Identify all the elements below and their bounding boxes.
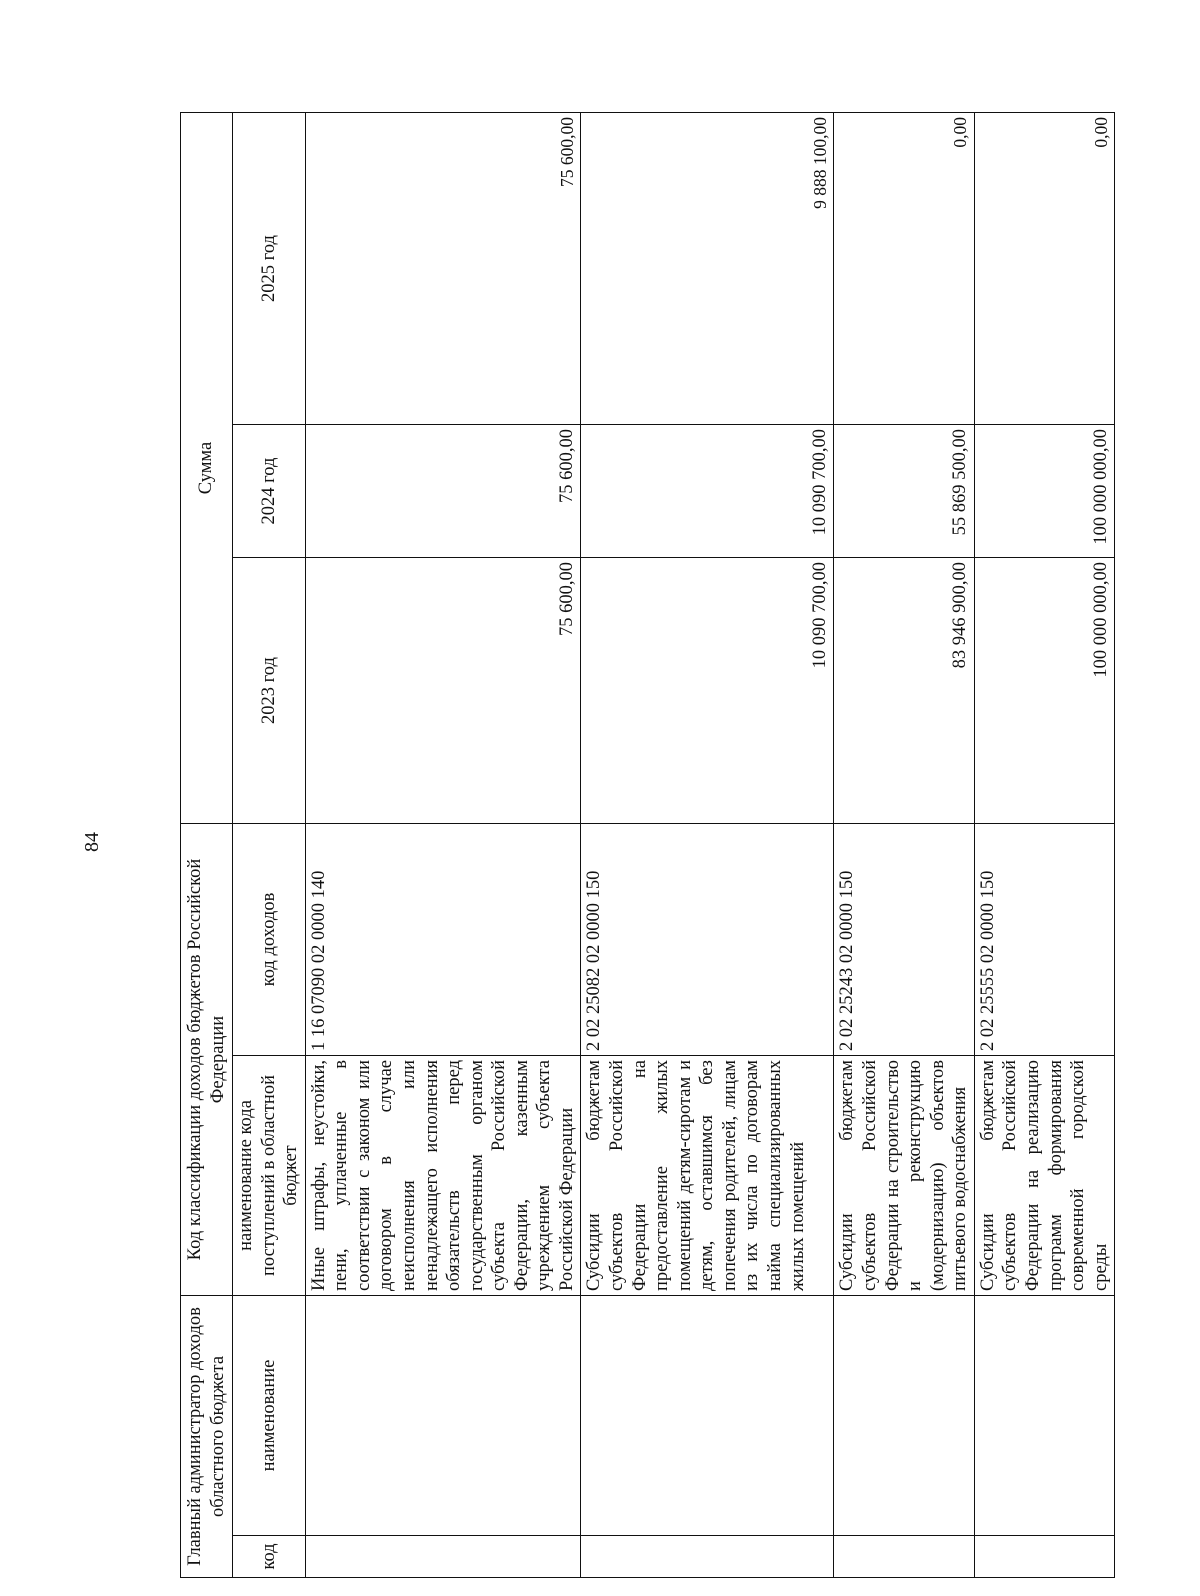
header-admin-group: Главный администратор доходов областного бюджета (181, 1296, 233, 1578)
header-year-2024: 2024 год (233, 425, 306, 558)
page-number: 84 (81, 832, 103, 852)
sum-2025-cell: 0,00 (834, 112, 974, 424)
sum-2025-cell: 9 888 100,00 (581, 112, 834, 424)
table-row (581, 112, 834, 1577)
table-row (305, 112, 581, 1577)
income-code-cell: 2 02 25555 02 0000 150 (974, 824, 1114, 1056)
header-admin-name: наименование (233, 1296, 306, 1536)
admin-name-cell (974, 1296, 1114, 1536)
sum-2024-cell: 10 090 700,00 (581, 425, 834, 558)
sum-2023-cell: 10 090 700,00 (581, 558, 834, 824)
header-classification-group: Код классификации доходов бюджетов Российской Федерации (181, 824, 233, 1296)
sum-2023-cell: 100 000 000,00 (974, 558, 1114, 824)
table-row (834, 112, 974, 1577)
sum-2023-cell: 75 600,00 (305, 558, 581, 824)
table-row (974, 112, 1114, 1577)
income-code-cell: 1 16 07090 02 0000 140 (305, 824, 581, 1056)
income-name-cell: Субсидии бюджетам субъектов Российской Федерации на реализацию программ формирования современной городской среды (974, 1056, 1114, 1296)
admin-code-cell (834, 1536, 974, 1578)
header-sum-group: Сумма (181, 112, 233, 823)
income-code-cell: 2 02 25243 02 0000 150 (834, 824, 974, 1056)
sum-2024-cell: 75 600,00 (305, 425, 581, 558)
sum-2024-cell: 55 869 500,00 (834, 425, 974, 558)
admin-code-cell (305, 1536, 581, 1578)
header-year-2023: 2023 год (233, 558, 306, 824)
income-name-cell: Иные штрафы, неустойки, пени, уплаченные в соответствии с законом или договором в случае неисполнения или ненадлежащего исполнения обязательств перед государственным органом субъекта Российской Федерации, казенным учреждением субъекта Российской Федерации (305, 1056, 581, 1296)
income-table (180, 112, 1115, 1578)
income-name-cell: Субсидии бюджетам субъектов Российской Федерации на строительство и реконструкцию (модернизацию) объектов питьевого водоснабжения (834, 1056, 974, 1296)
header-year-2025: 2025 год (233, 112, 306, 424)
admin-name-cell (581, 1296, 834, 1536)
header-admin-code: код (233, 1536, 306, 1578)
admin-code-cell (974, 1536, 1114, 1578)
income-code-cell: 2 02 25082 02 0000 150 (581, 824, 834, 1056)
sum-2025-cell: 75 600,00 (305, 112, 581, 424)
rotated-table-container (180, 113, 1111, 1578)
admin-name-cell (834, 1296, 974, 1536)
sum-2025-cell: 0,00 (974, 112, 1114, 424)
income-name-cell: Субсидии бюджетам субъектов Российской Федерации на предоставление жилых помещений детям-сиротам и детям, оставшимся без попечения родителей, лицам из их числа по договорам найма специализированных жилых помещений (581, 1056, 834, 1296)
sum-2023-cell: 83 946 900,00 (834, 558, 974, 824)
header-income-name: наименование кода поступлений в областной бюджет (233, 1056, 306, 1296)
header-income-code: код доходов (233, 824, 306, 1056)
sum-2024-cell: 100 000 000,00 (974, 425, 1114, 558)
admin-name-cell (305, 1296, 581, 1536)
admin-code-cell (581, 1536, 834, 1578)
